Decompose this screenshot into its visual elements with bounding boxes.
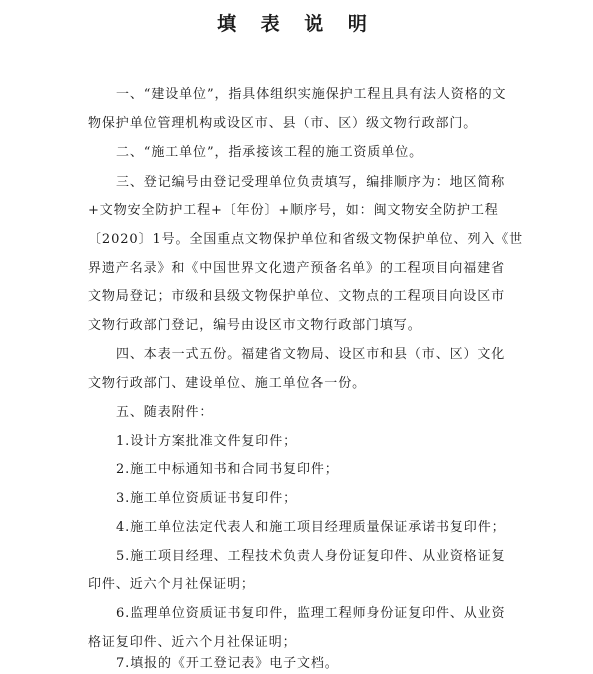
paragraph-4-line-2: 文物行政部门、建设单位、施工单位各一份。 [88,376,367,391]
paragraph-3-line-3: 〔2020〕1号。全国重点文物保护单位和省级文物保护单位、列入《世 [88,232,524,247]
attachment-item-5-line-1: 5.施工项目经理、工程技术负责人身份证复印件、从业资格证复 [116,549,506,564]
attachment-item-7: 7.填报的《开工登记表》电子文档。 [116,656,339,671]
attachment-item-2: 2.施工中标通知书和合同书复印件； [116,462,339,477]
paragraph-3-line-2: +文物安全防护工程+〔年份〕+顺序号，如：闽文物安全防护工程 [88,203,499,218]
paragraph-3-line-5: 文物局登记；市级和县级文物保护单位、文物点的工程项目向设区市 [88,289,506,304]
paragraph-1-line-2: 物保护单位管理机构或设区市、县（市、区）级文物行政部门。 [88,116,478,131]
paragraph-5-heading: 五、随表附件： [116,405,214,420]
paragraph-4-line-1: 四、本表一式五份。福建省文物局、设区市和县（市、区）文化 [116,347,506,362]
attachment-item-6-line-1: 6.监理单位资质证书复印件，监理工程师身份证复印件、从业资 [116,606,506,621]
page-title: 填 表 说 明 [217,13,376,35]
attachment-item-5-line-2: 印件、近六个月社保证明； [88,577,255,592]
paragraph-3-line-1: 三、登记编号由登记受理单位负责填写，编排顺序为：地区简称 [116,175,506,190]
paragraph-1-line-1: 一、“建设单位”，指具体组织实施保护工程且具有法人资格的文 [116,87,507,102]
attachment-item-1: 1.设计方案批准文件复印件； [116,434,298,449]
paragraph-2-line-1: 二、“施工单位”，指承接该工程的施工资质单位。 [116,145,423,160]
attachment-item-4: 4.施工单位法定代表人和施工项目经理质量保证承诺书复印件； [116,520,506,535]
attachment-item-6-line-2: 格证复印件、近六个月社保证明； [88,635,297,650]
attachment-item-3: 3.施工单位资质证书复印件； [116,491,298,506]
paragraph-3-line-6: 文物行政部门登记，编号由设区市文物行政部门填写。 [88,318,422,333]
paragraph-3-line-4: 界遗产名录》和《中国世界文化遗产预备名单》的工程项目向福建省 [88,261,506,276]
